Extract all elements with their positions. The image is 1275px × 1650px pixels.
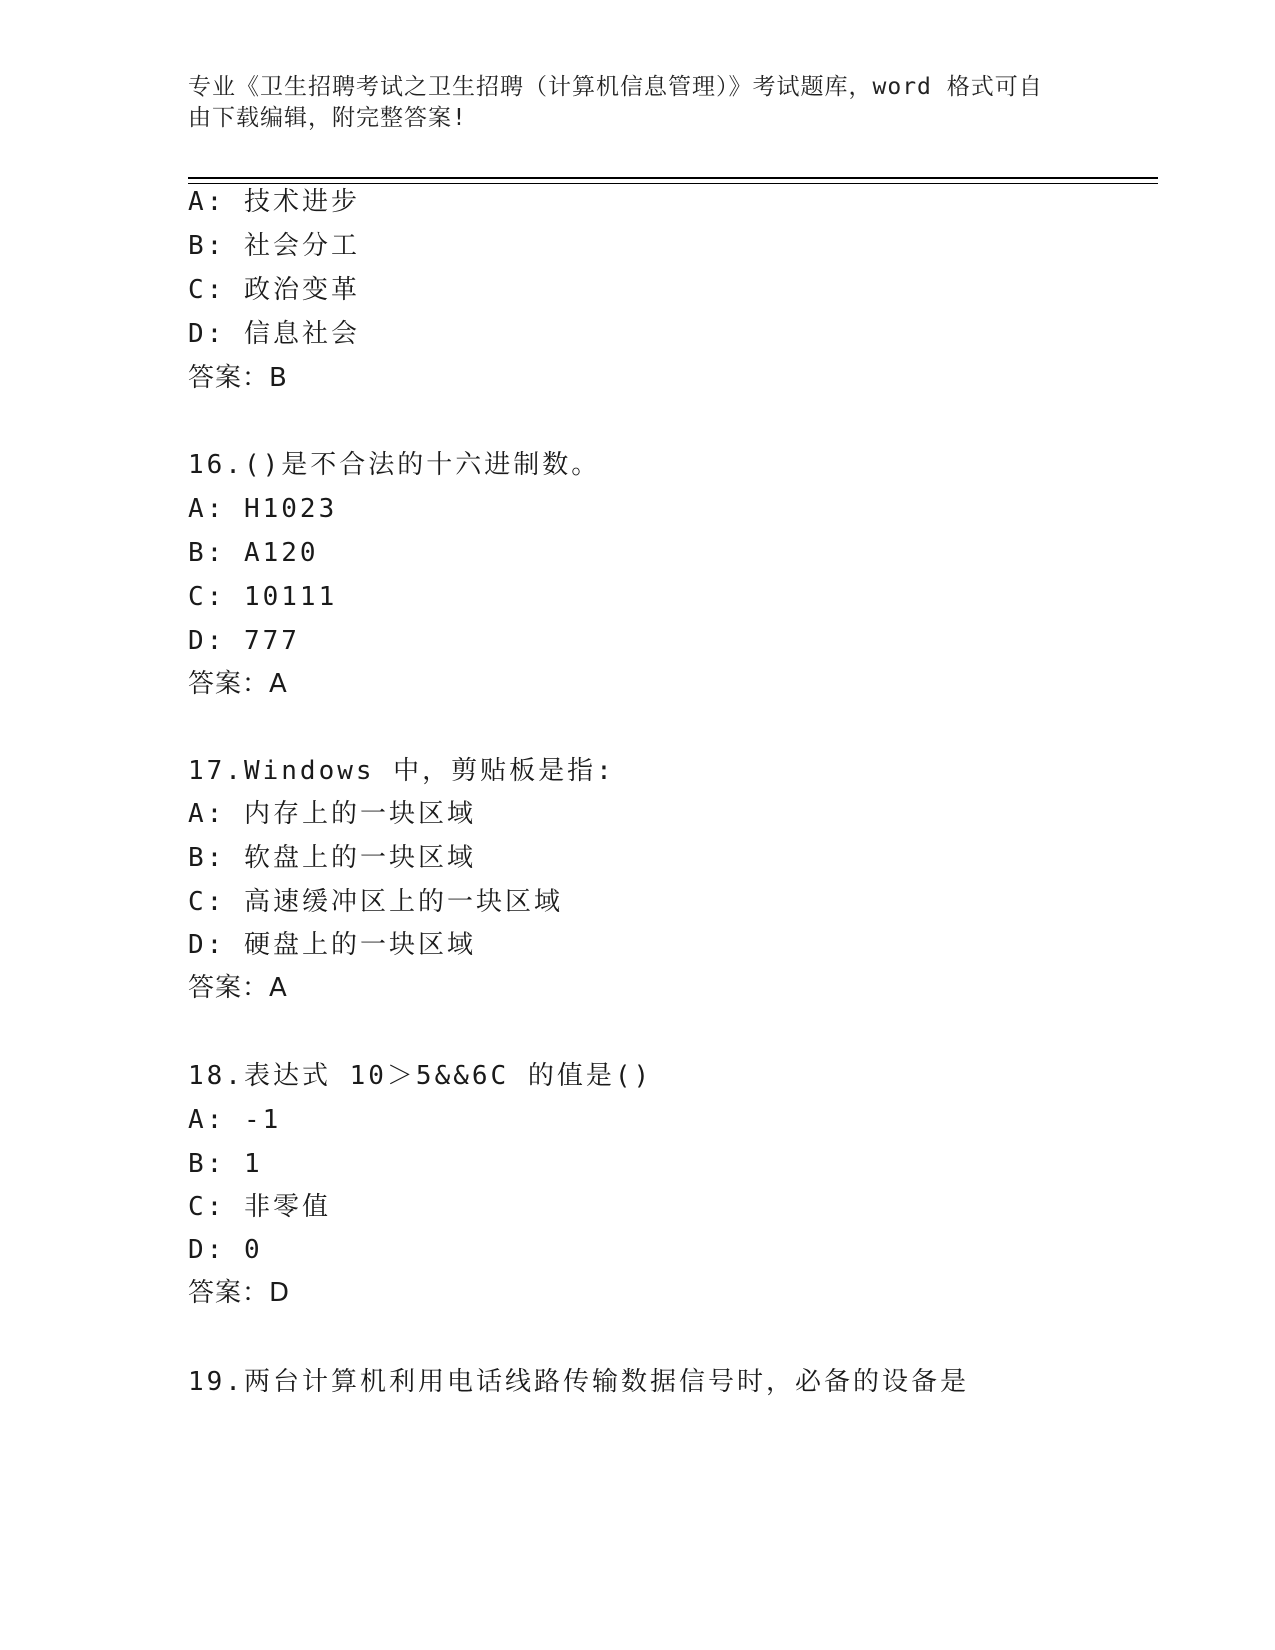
- q18-question: 18.表达式 10＞5&&6C 的值是(): [188, 1061, 653, 1091]
- q17-question: 17.Windows 中，剪贴板是指:: [188, 756, 615, 786]
- q17-option-d: D: 硬盘上的一块区域: [188, 930, 476, 960]
- header-divider-bottom: [188, 183, 1158, 184]
- q15-answer: 答案：B: [188, 363, 288, 393]
- q18-answer: 答案：D: [188, 1278, 291, 1308]
- header-divider-top: [188, 177, 1158, 179]
- q17-option-c: C: 高速缓冲区上的一块区域: [188, 887, 563, 917]
- q17-answer: 答案：A: [188, 973, 288, 1003]
- q18-option-b: B: 1: [188, 1149, 263, 1179]
- header-line-1: 专业《卫生招聘考试之卫生招聘（计算机信息管理）》考试题库，word 格式可自: [188, 74, 1043, 100]
- q16-answer: 答案：A: [188, 669, 288, 699]
- q15-option-c: C: 政治变革: [188, 275, 360, 305]
- header-line-2: 由下载编辑，附完整答案!: [188, 105, 467, 131]
- q16-option-d: D: 777: [188, 626, 300, 656]
- q18-option-a: A: -1: [188, 1105, 282, 1135]
- q16-option-b: B: A120: [188, 538, 319, 568]
- q18-option-c: C: 非零值: [188, 1192, 331, 1222]
- q18-option-d: D: 0: [188, 1235, 263, 1265]
- q16-question: 16.()是不合法的十六进制数。: [188, 450, 601, 480]
- q15-option-a: A: 技术进步: [188, 187, 360, 217]
- q15-option-d: D: 信息社会: [188, 319, 360, 349]
- document-header: [188, 72, 1068, 134]
- q19-question: 19.两台计算机利用电话线路传输数据信号时，必备的设备是: [188, 1367, 969, 1397]
- q17-option-a: A: 内存上的一块区域: [188, 799, 476, 829]
- q16-option-a: A: H1023: [188, 494, 338, 524]
- q16-option-c: C: 10111: [188, 582, 338, 612]
- q17-option-b: B: 软盘上的一块区域: [188, 843, 476, 873]
- q15-option-b: B: 社会分工: [188, 231, 360, 261]
